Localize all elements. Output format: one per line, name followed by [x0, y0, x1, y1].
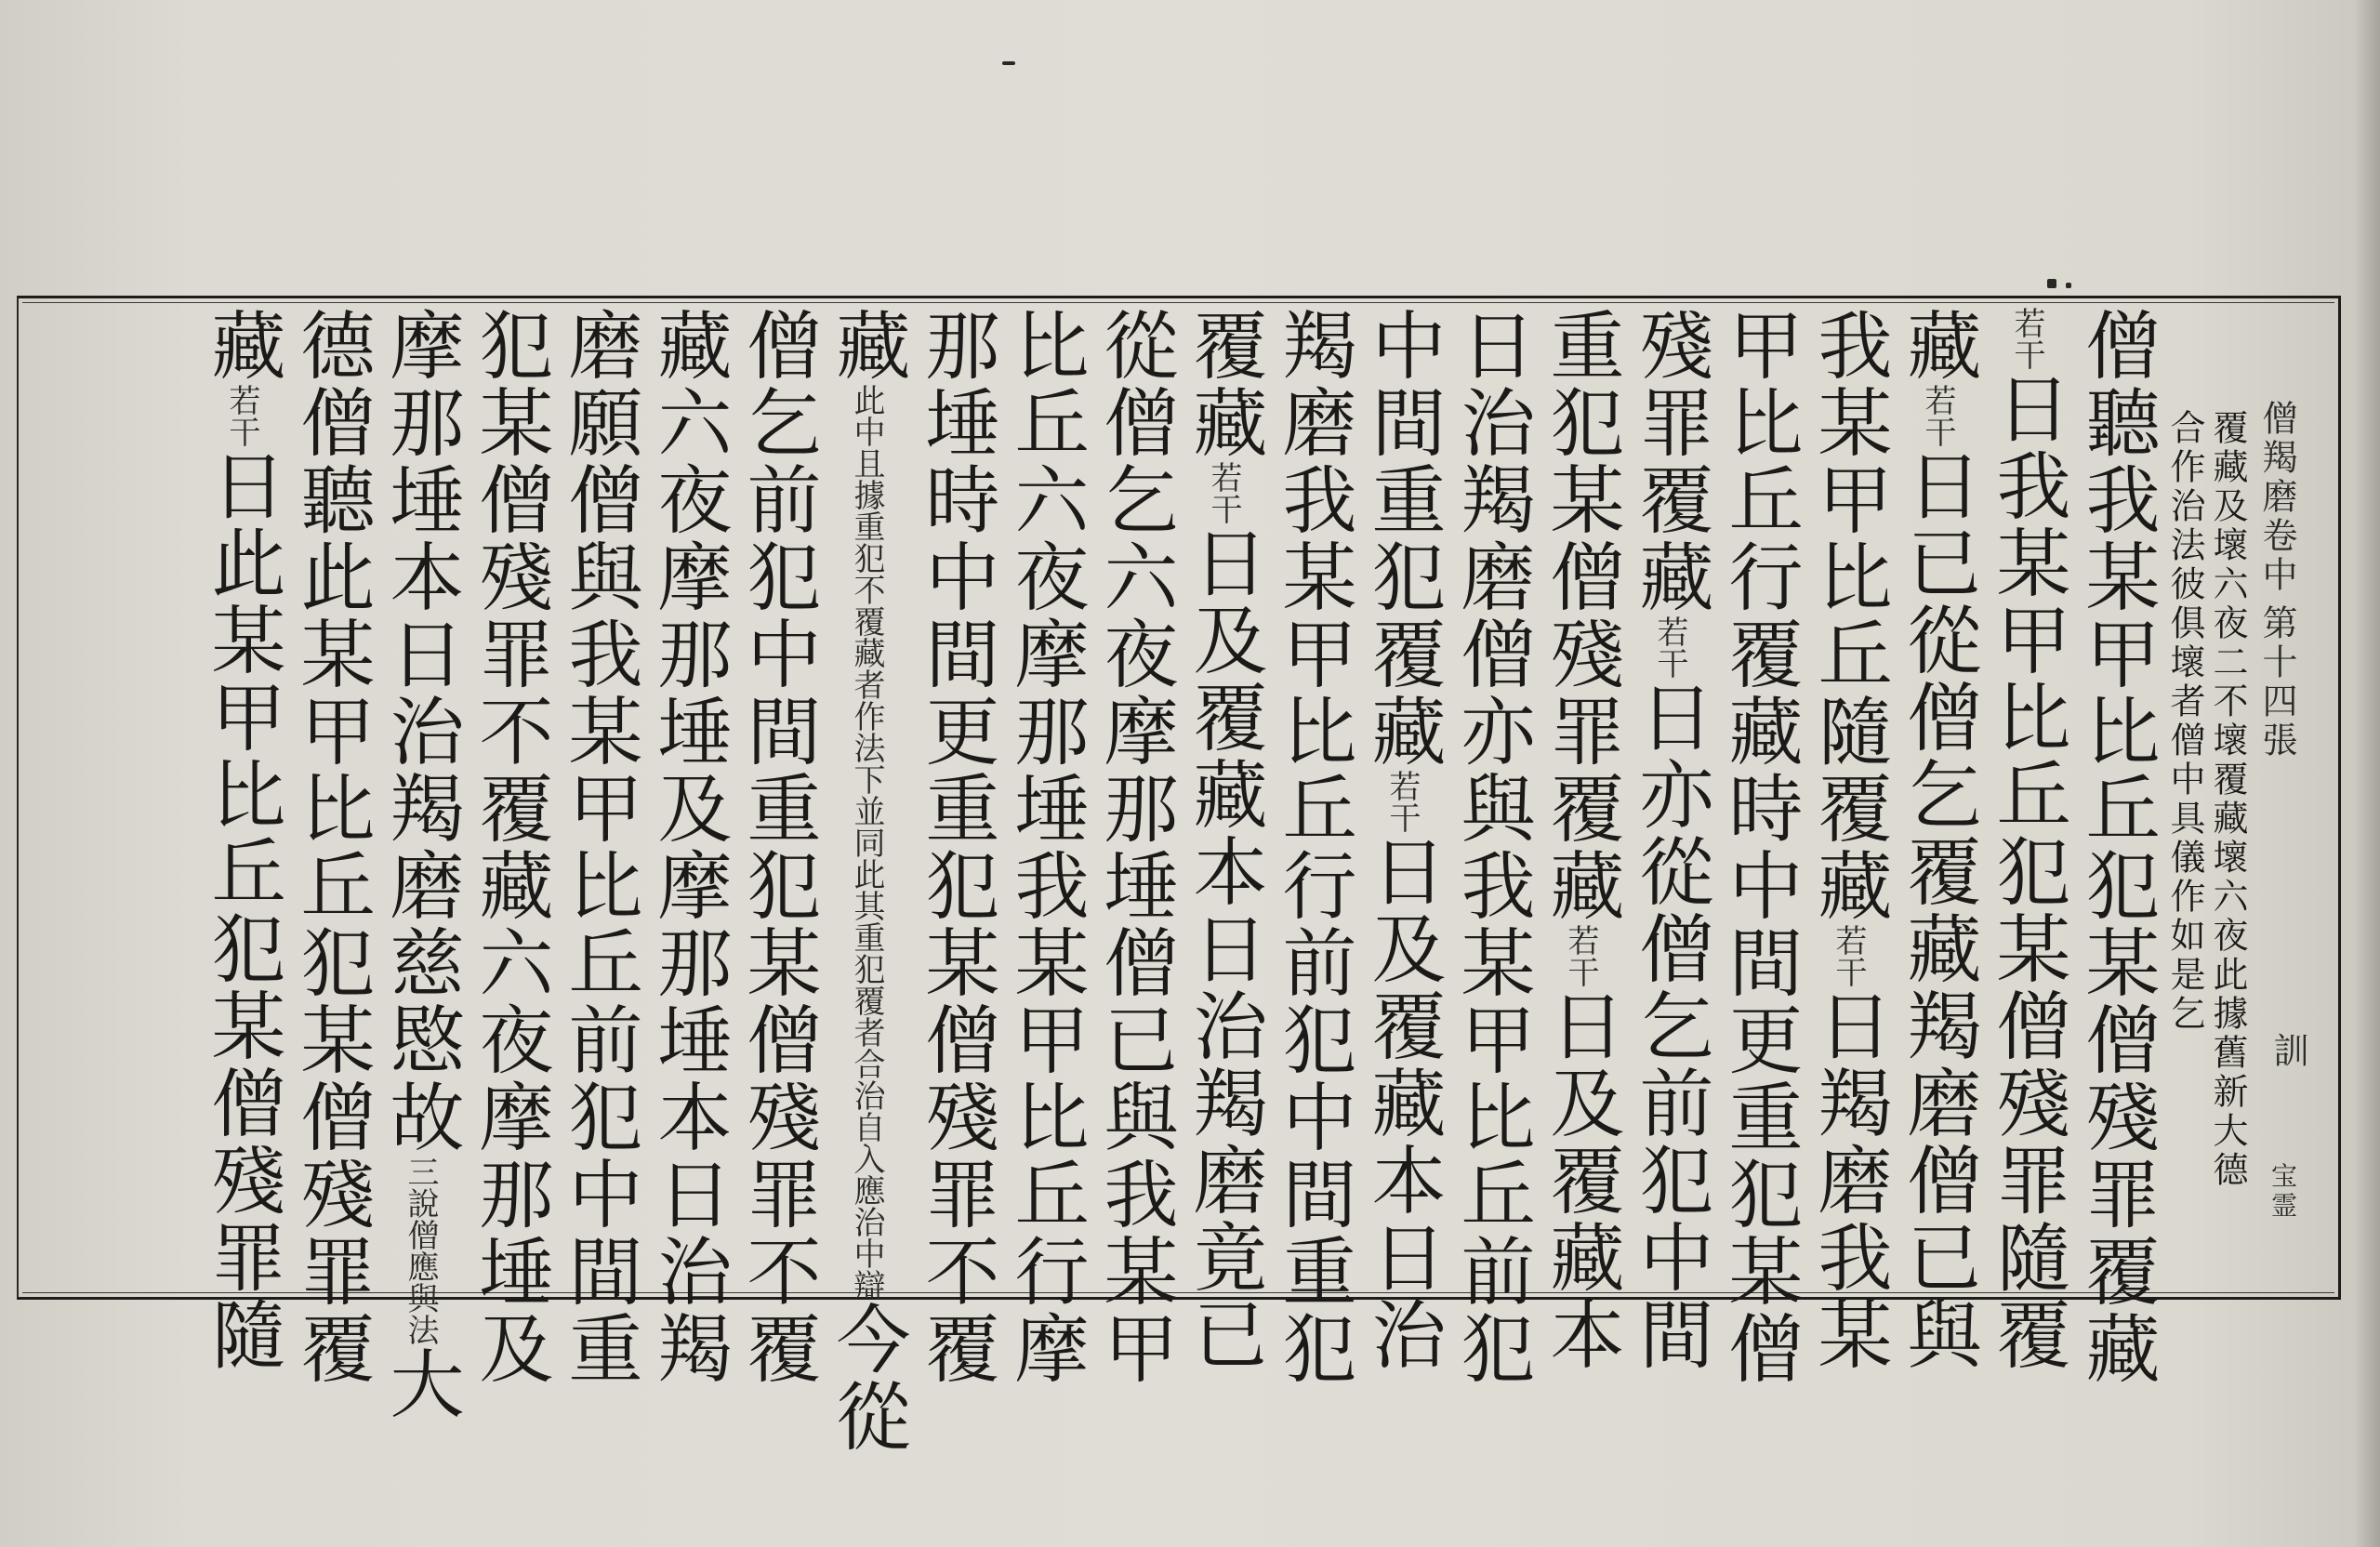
column-text: 殘罪覆藏	[1627, 307, 1713, 615]
text-column	[2073, 307, 2160, 1387]
column-text: 藏	[824, 307, 910, 384]
running-title: 僧羯磨卷中	[2256, 400, 2297, 595]
text-column	[556, 307, 642, 1387]
text-column	[199, 307, 285, 1373]
text-column	[1984, 307, 2070, 1373]
interlinear-note: 此中且據重犯不覆藏者作法下並同此其重犯覆者合治自入應治中辯	[848, 384, 885, 1301]
column-text: 磨願僧與我某甲比丘前犯中間重	[556, 307, 642, 1387]
text-column	[1181, 307, 1267, 1373]
interlinear-note: 若干	[1919, 384, 1956, 447]
text-column	[288, 307, 375, 1387]
column-text: 比丘六夜摩那埵我某甲比丘行摩	[1002, 307, 1089, 1387]
text-column	[824, 307, 910, 1455]
column-text: 藏	[1895, 307, 1981, 384]
ink-speck	[2066, 283, 2071, 288]
text-column	[1091, 307, 1178, 1387]
column-text: 中間重犯覆藏	[1359, 307, 1446, 770]
column-text: 日此某甲比丘犯某僧殘罪隨	[199, 447, 285, 1373]
ink-speck	[2047, 279, 2056, 288]
annotation-column	[2164, 409, 2205, 1385]
column-text: 日治羯磨僧亦與我某甲比丘前犯	[1448, 307, 1535, 1387]
column-text: 大	[377, 1345, 464, 1422]
column-text: 犯某僧殘罪不覆藏六夜摩那埵及	[467, 307, 553, 1387]
column-text: 日及覆藏本日治羯磨竟已	[1181, 524, 1267, 1373]
column-text: 羯磨我某甲比丘行前犯中間重犯	[1270, 307, 1356, 1387]
reading-mark: 訓	[2268, 1032, 2308, 1071]
column-text: 甲比丘行覆藏時中間更重犯某僧	[1716, 307, 1803, 1387]
corner-tag: 宝霊	[2268, 1162, 2298, 1222]
interlinear-note: 若干	[1205, 461, 1242, 524]
column-text: 藏六夜摩那埵及摩那埵本日治羯	[645, 307, 732, 1387]
text-column	[913, 307, 999, 1387]
text-column	[734, 307, 821, 1387]
text-column	[1002, 307, 1089, 1387]
interlinear-note: 三說僧應與法	[402, 1156, 439, 1345]
column-text: 從僧乞六夜摩那埵僧已與我某甲	[1091, 307, 1178, 1387]
text-column	[467, 307, 553, 1387]
text-column	[1895, 307, 1981, 1373]
column-text: 重犯某僧殘罪覆藏	[1538, 307, 1624, 924]
interlinear-note: 若干	[1830, 924, 1867, 987]
text-column	[645, 307, 732, 1387]
text-column	[1805, 307, 1892, 1373]
column-text: 德僧聽此某甲比丘犯某僧殘罪覆	[288, 307, 375, 1387]
text-column	[1270, 307, 1356, 1387]
page-number: 第十四張	[2256, 604, 2297, 760]
column-text: 日及覆藏本日治	[1359, 833, 1446, 1373]
column-text: 覆藏	[1181, 307, 1267, 461]
column-text: 那埵時中間更重犯某僧殘罪不覆	[913, 307, 999, 1387]
page-fold-shadow	[2354, 0, 2380, 1547]
column-text: 日及覆藏本	[1538, 987, 1624, 1373]
column-text: 今從	[824, 1301, 910, 1455]
interlinear-note: 若干	[223, 384, 260, 447]
column-text: 日亦從僧乞前犯中間	[1627, 679, 1713, 1373]
text-column	[1627, 307, 1713, 1373]
text-column	[1359, 307, 1446, 1373]
annotation-column	[2207, 409, 2248, 1385]
text-column	[1448, 307, 1535, 1387]
text-column	[1538, 307, 1624, 1373]
text-column	[377, 307, 464, 1422]
ink-speck	[1002, 61, 1015, 65]
column-text: 僧聽我某甲比丘犯某僧殘罪覆藏	[2073, 307, 2160, 1387]
column-text: 日羯磨我某	[1805, 987, 1892, 1373]
interlinear-note: 若干	[1383, 770, 1421, 833]
interlinear-note: 若干	[1651, 615, 1688, 679]
interlinear-note: 若干	[1562, 924, 1599, 987]
interlinear-note: 若干	[2008, 307, 2045, 370]
column-text: 日已從僧乞覆藏羯磨僧已與	[1895, 447, 1981, 1373]
column-text: 摩那埵本日治羯磨慈愍故	[377, 307, 464, 1156]
column-text: 日我某甲比丘犯某僧殘罪隨覆	[1984, 370, 2070, 1373]
column-text: 僧乞前犯中間重犯某僧殘罪不覆	[734, 307, 821, 1387]
column-text: 藏	[199, 307, 285, 384]
column-text: 覆藏及壞六夜二不壞覆藏壞六夜此據舊新大德	[2207, 409, 2248, 1190]
text-column	[1716, 307, 1803, 1387]
column-text: 合作治法彼俱壞者僧中具儀作如是乞	[2164, 409, 2205, 1034]
column-text: 我某甲比丘隨覆藏	[1805, 307, 1892, 924]
